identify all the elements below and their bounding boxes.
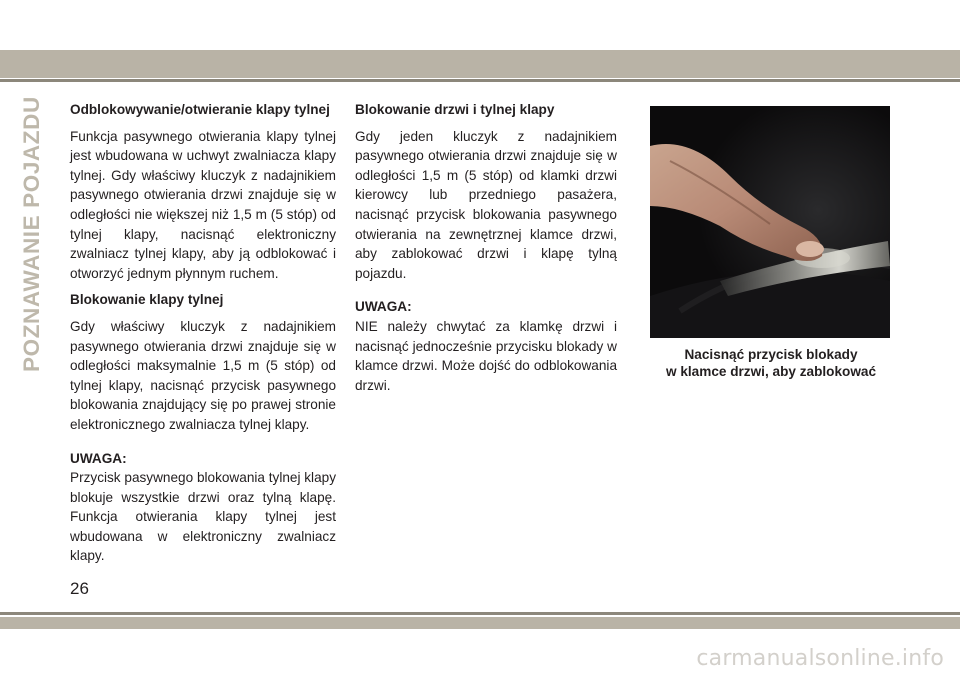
footer-rule [0,612,960,615]
paragraph-door-lock: Gdy jeden kluczyk z nadajnikiem pasywnego otwierania drzwi znajduje się w odległości 1,5 m (5 stóp) od klamki drzwi kierowcy lub przedniego pasażera, nacisnąć przycisk blokowania pasywnego otwierania na zewnętrznej klamce drzwi, aby zablokować drzwi i klapę tylną pojazdu. [355,128,617,281]
paragraph-tailgate-lock: Gdy właściwy kluczyk z nadajnikiem pasywnego otwierania drzwi znajduje się w odległości maksymalnie 1,5 m (5 stóp) od tylnej klapy, nacisnąć przycisk pasywnego blokowania znajdujący się po prawej stronie elektronicznego zwalniacza tylnej klapy. [70,318,336,432]
heading-door-lock: Blokowanie drzwi i tylnej klapy [355,102,555,117]
heading-tailgate-lock: Blokowanie klapy tylnej [70,292,224,308]
note-title-left: UWAGA: [70,450,127,466]
door-handle-illustration [650,106,890,338]
page-number: 26 [70,579,89,598]
watermark-text: carmanualsonline.info [696,646,944,671]
figure-caption [640,346,902,380]
caption-line-2: w klamce drzwi, aby zablokować [665,364,877,379]
heading-tailgate-unlock: Odblokowywanie/otwieranie klapy tylnej [70,102,330,117]
footer-band [0,617,960,629]
header-band [0,50,960,78]
paragraph-tailgate-unlock: Funkcja pasywnego otwierania klapy tylnej jest wbudowana w uchwyt zwalniacza klapy tylnej. Gdy właściwy kluczyk z nadajnikiem pasywnego otwierania drzwi znajduje się w odległości nie większej niż 1,5 m (5 stóp) od tylnej klapy, nacisnąć elektroniczny zwalniacz tylnej klapy, aby ją odblokować i otworzyć jednym płynnym ruchem. [70,128,336,281]
door-handle-photo [650,106,890,338]
section-side-label: POZNAWANIE POJAZDU [19,96,44,372]
note-text-left: Przycisk pasywnego blokowania tylnej klapy blokuje wszystkie drzwi oraz tylną klapę. Funkcja otwierania klapy tylnej jest wbudowana w elektroniczny zwalniacz klapy. [70,470,336,564]
column-left [70,100,336,566]
note-title-middle: UWAGA: [355,299,412,315]
caption-line-1: Nacisnąć przycisk blokady [684,347,858,362]
header-rule [0,79,960,82]
note-text-middle: NIE należy chwytać za klamkę drzwi i nacisnąć jednocześnie przycisku blokady w klamce drzwi. Może dojść do odblokowania drzwi. [355,318,617,393]
column-middle [355,100,617,395]
